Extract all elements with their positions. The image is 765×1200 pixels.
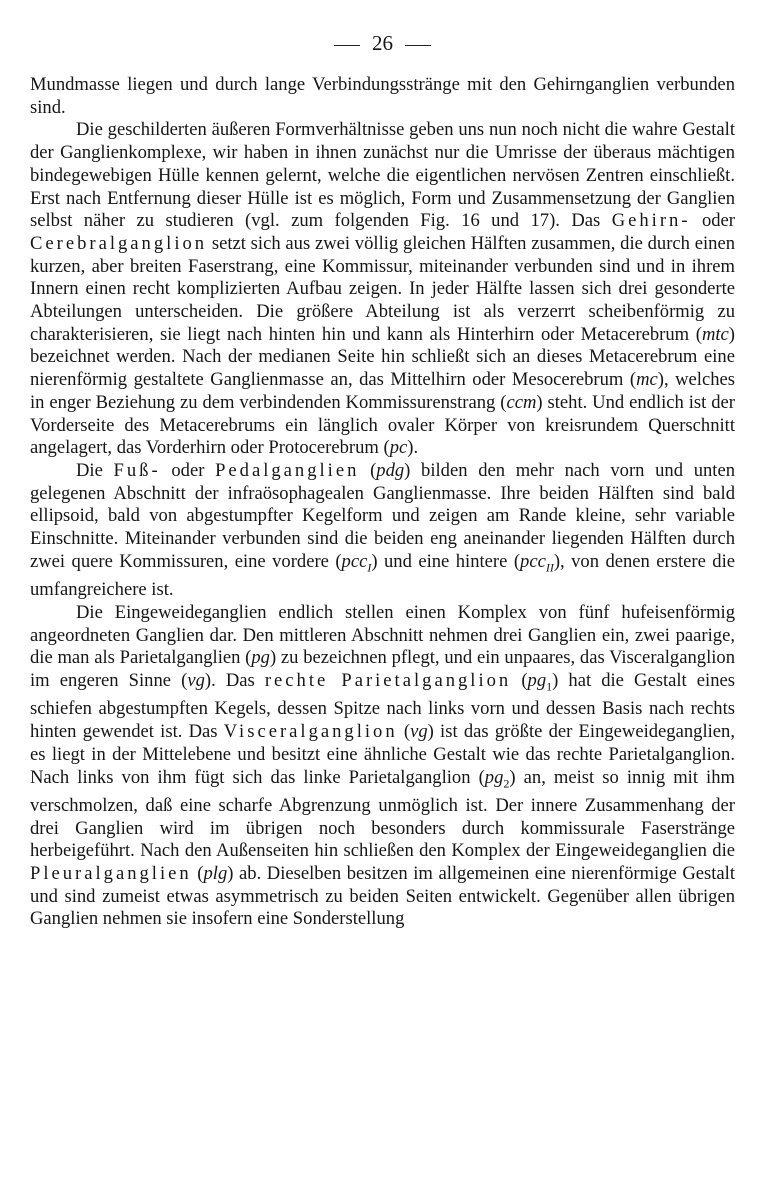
page-number [30,30,735,74]
text-run: ) zu bezeichnen pflegt, und ein unpaares, das Visceralganglion im engeren Sinne ( [30,647,735,691]
text-run: ) bilden den mehr nach vorn und unten gelegenen Abschnitt der infraösophagealen Ganglienmasse. Ihre beiden Hälften sind bald ellipsoid, bald von abgestumpfter Kegelform und zeigen am Rande kleine, sehr variable Einschnitte. Miteinander verbunden sind die beiden eng aneinander liegenden Hälften durch zwei quere Kommissuren, eine vordere ( [30,459,735,572]
subscript: I [367,560,372,575]
body-text [30,74,735,931]
spaced-term: Fuß- [113,459,161,481]
abbreviation: pcc [520,550,546,572]
text-run: ( [191,863,204,885]
abbreviation: pg [484,766,504,788]
text-run: Die geschilderten äußeren Formverhältnisse geben uns nun noch nicht die wahre Gestalt der Ganglienkomplexe, wir haben in ihnen zunächst nur die Umrisse der überaus mächtigen bindegewebigen Hülle kennen gelernt, welche die eigentlichen nervösen Zentren einschließt. Erst nach Entfernung dieser Hülle ist es möglich, Form und Zusammensetzung der Ganglien selbst näher zu studieren (vgl. zum folgenden Fig. 16 und 17). Das [30,119,735,232]
spaced-term: Cerebralganglion [30,232,208,254]
text-run: Die Eingeweideganglien endlich stellen einen Komplex von fünf hufeisenförmig angeordneten Ganglien dar. Den mittleren Abschnitt nehmen drei Ganglien ein, zwei paarige, die man als Parietalganglien ( [30,601,735,669]
paragraph [30,460,735,602]
abbreviation: pc [389,437,408,459]
page-number-text: 26 [372,31,393,55]
abbreviation: pcc [341,550,368,572]
abbreviation: mc [636,369,658,391]
text-run: ) hat die Gestalt eines schiefen abgestumpften Kegels, dessen Spitze nach links vorn und dessen Basis nach rechts hinten gewendet ist. Das [30,670,735,743]
abbreviation: vg [187,670,205,691]
text-run: ( [397,721,411,743]
text-run: Die [76,459,114,481]
text-run: ( [359,459,377,481]
spaced-term: Gehirn- [611,210,691,232]
text-run: ) ab. Dieselben besitzen im allgemeinen eine nierenförmige Gestalt und sind zumeist etwas asymmetrisch zu beiden Seiten entwickelt. Gegenüber allen übrigen Ganglien nehmen sie insofern eine Sonderstellung [30,863,735,930]
abbreviation: vg [410,721,428,743]
text-run: ). [407,437,419,459]
spaced-term: Pleuralganglien [30,863,192,885]
text-run: ), welches in enger Beziehung zu dem verbindenden Kommissurenstrang ( [30,369,736,413]
paragraph [30,602,735,931]
text-run: ) steht. Und endlich ist der Vorderseite des Metacerebrums ein länglich ovaler Körper von kreisrundem Querschnitt angelagert, das Vorderhirn oder Protocerebrum ( [30,391,735,459]
abbreviation: pg [527,670,547,691]
subscript: 2 [503,776,510,791]
text-run: ) und eine hintere ( [371,550,521,572]
subscript: II [545,560,554,575]
text-run: ). Das [204,670,265,691]
text-run: ( [511,670,528,691]
paragraph [30,119,735,460]
text-run: ), von denen erstere die umfangreichere ist. [30,550,735,601]
abbreviation: ccm [506,391,537,413]
text-run: ) an, meist so innig mit ihm verschmolzen, daß eine scharfe Abgrenzung unmöglich ist. Der innere Zusammenhang der drei Ganglien wird im übrigen noch besonders durch kommissurale Faserstränge herbeigeführt. Nach den Außenseiten hin schließen den Komplex der Eingeweideganglien die [30,766,735,862]
spaced-term: rechte Parietalganglion [264,670,512,691]
abbreviation: pdg [376,459,405,481]
abbreviation: plg [203,863,228,885]
page-number-dash-left [334,45,360,46]
text-run: oder [690,210,735,232]
text-run: ) ist das größte der Eingeweideganglien, es liegt in der Mittelebene und besitzt eine ähnliche Gestalt wie das rechte Parietalganglion. Nach links von ihm fügt sich das linke Parietalganglion ( [30,721,735,788]
page-number-dash-right [405,45,431,46]
spaced-term: Pedalganglien [215,459,360,481]
spaced-term: Visceralganglion [223,721,398,743]
text-run: oder [160,459,216,481]
paragraph [30,74,735,119]
text-run: ) bezeichnet werden. Nach der medianen Seite hin schließt sich an dieses Metacerebrum eine nierenförmig gestaltete Ganglienmasse an, das Mittelhirn oder Mesocerebrum ( [30,323,735,391]
text-run: setzt sich aus zwei völlig gleichen Hälften zusammen, die durch einen kurzen, aber breiten Faserstrang, eine Kommissur, miteinander verbunden sind und in ihrem Innern einen recht komplizierten Aufbau zeigen. In jeder Hälfte lassen sich drei gesonderte Abteilungen unterscheiden. Die größere Abteilung ist als verzerrt scheibenförmig zu charakterisieren, sie liegt nach hinten hin und kann als Hinterhirn oder Metacerebrum ( [30,232,735,345]
subscript: 1 [546,679,553,694]
abbreviation: pg [251,647,270,669]
abbreviation: mtc [701,323,729,345]
text-run: Mundmasse liegen und durch lange Verbindungsstränge mit den Gehirnganglien verbunden sind. [30,74,735,118]
